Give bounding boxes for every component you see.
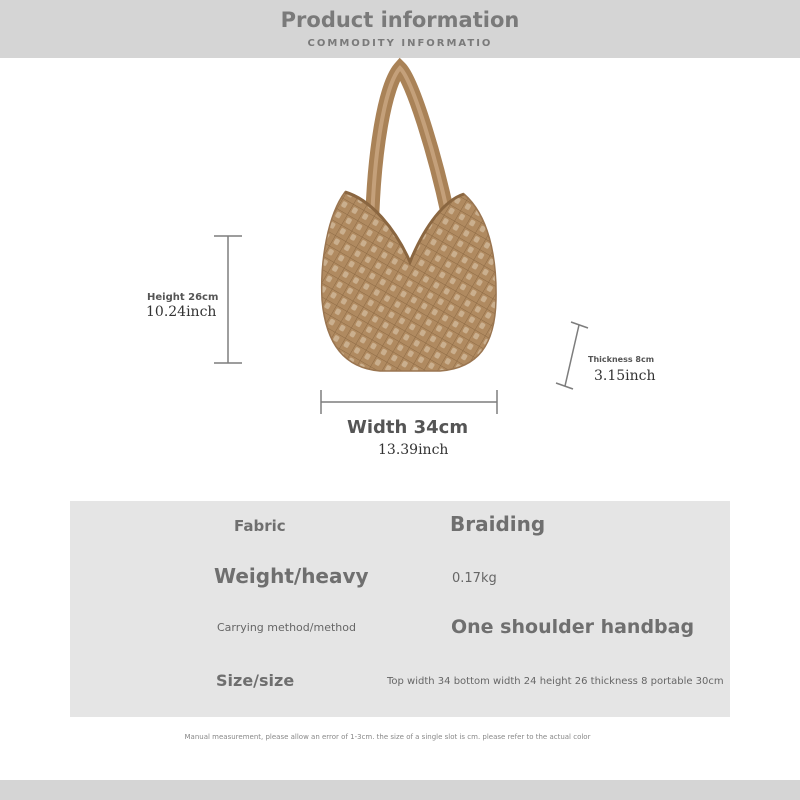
page-subtitle: COMMODITY INFORMATIO bbox=[307, 38, 493, 49]
thickness-dimension-line bbox=[556, 322, 588, 389]
height-cm-label: Height 26cm bbox=[147, 292, 219, 303]
spec-value-fabric: Braiding bbox=[450, 512, 546, 536]
width-inch-label: 13.39inch bbox=[378, 442, 449, 458]
measurement-footnote: Manual measurement, please allow an error of 1-3cm. the size of a single slot is cm. please refer to the actual color bbox=[184, 733, 591, 741]
spec-value-size: Top width 34 bottom width 24 height 26 thickness 8 portable 30cm bbox=[387, 676, 724, 687]
spec-label-carrying: Carrying method/method bbox=[217, 621, 356, 634]
spec-label-fabric: Fabric bbox=[234, 517, 286, 535]
height-inch-label: 10.24inch bbox=[146, 304, 217, 320]
bag-body bbox=[322, 192, 496, 371]
page-title: Product information bbox=[280, 8, 520, 32]
footer-band bbox=[0, 780, 800, 800]
bag-handle bbox=[372, 68, 448, 225]
spec-label-size: Size/size bbox=[216, 671, 295, 690]
width-dimension-line bbox=[321, 390, 497, 414]
spec-value-carrying: One shoulder handbag bbox=[451, 616, 695, 638]
spec-value-weight: 0.17kg bbox=[452, 571, 497, 586]
thickness-cm-label: Thickness 8cm bbox=[588, 355, 655, 364]
spec-label-weight: Weight/heavy bbox=[214, 564, 369, 588]
width-cm-label: Width 34cm bbox=[347, 417, 469, 438]
thickness-inch-label: 3.15inch bbox=[594, 368, 656, 384]
